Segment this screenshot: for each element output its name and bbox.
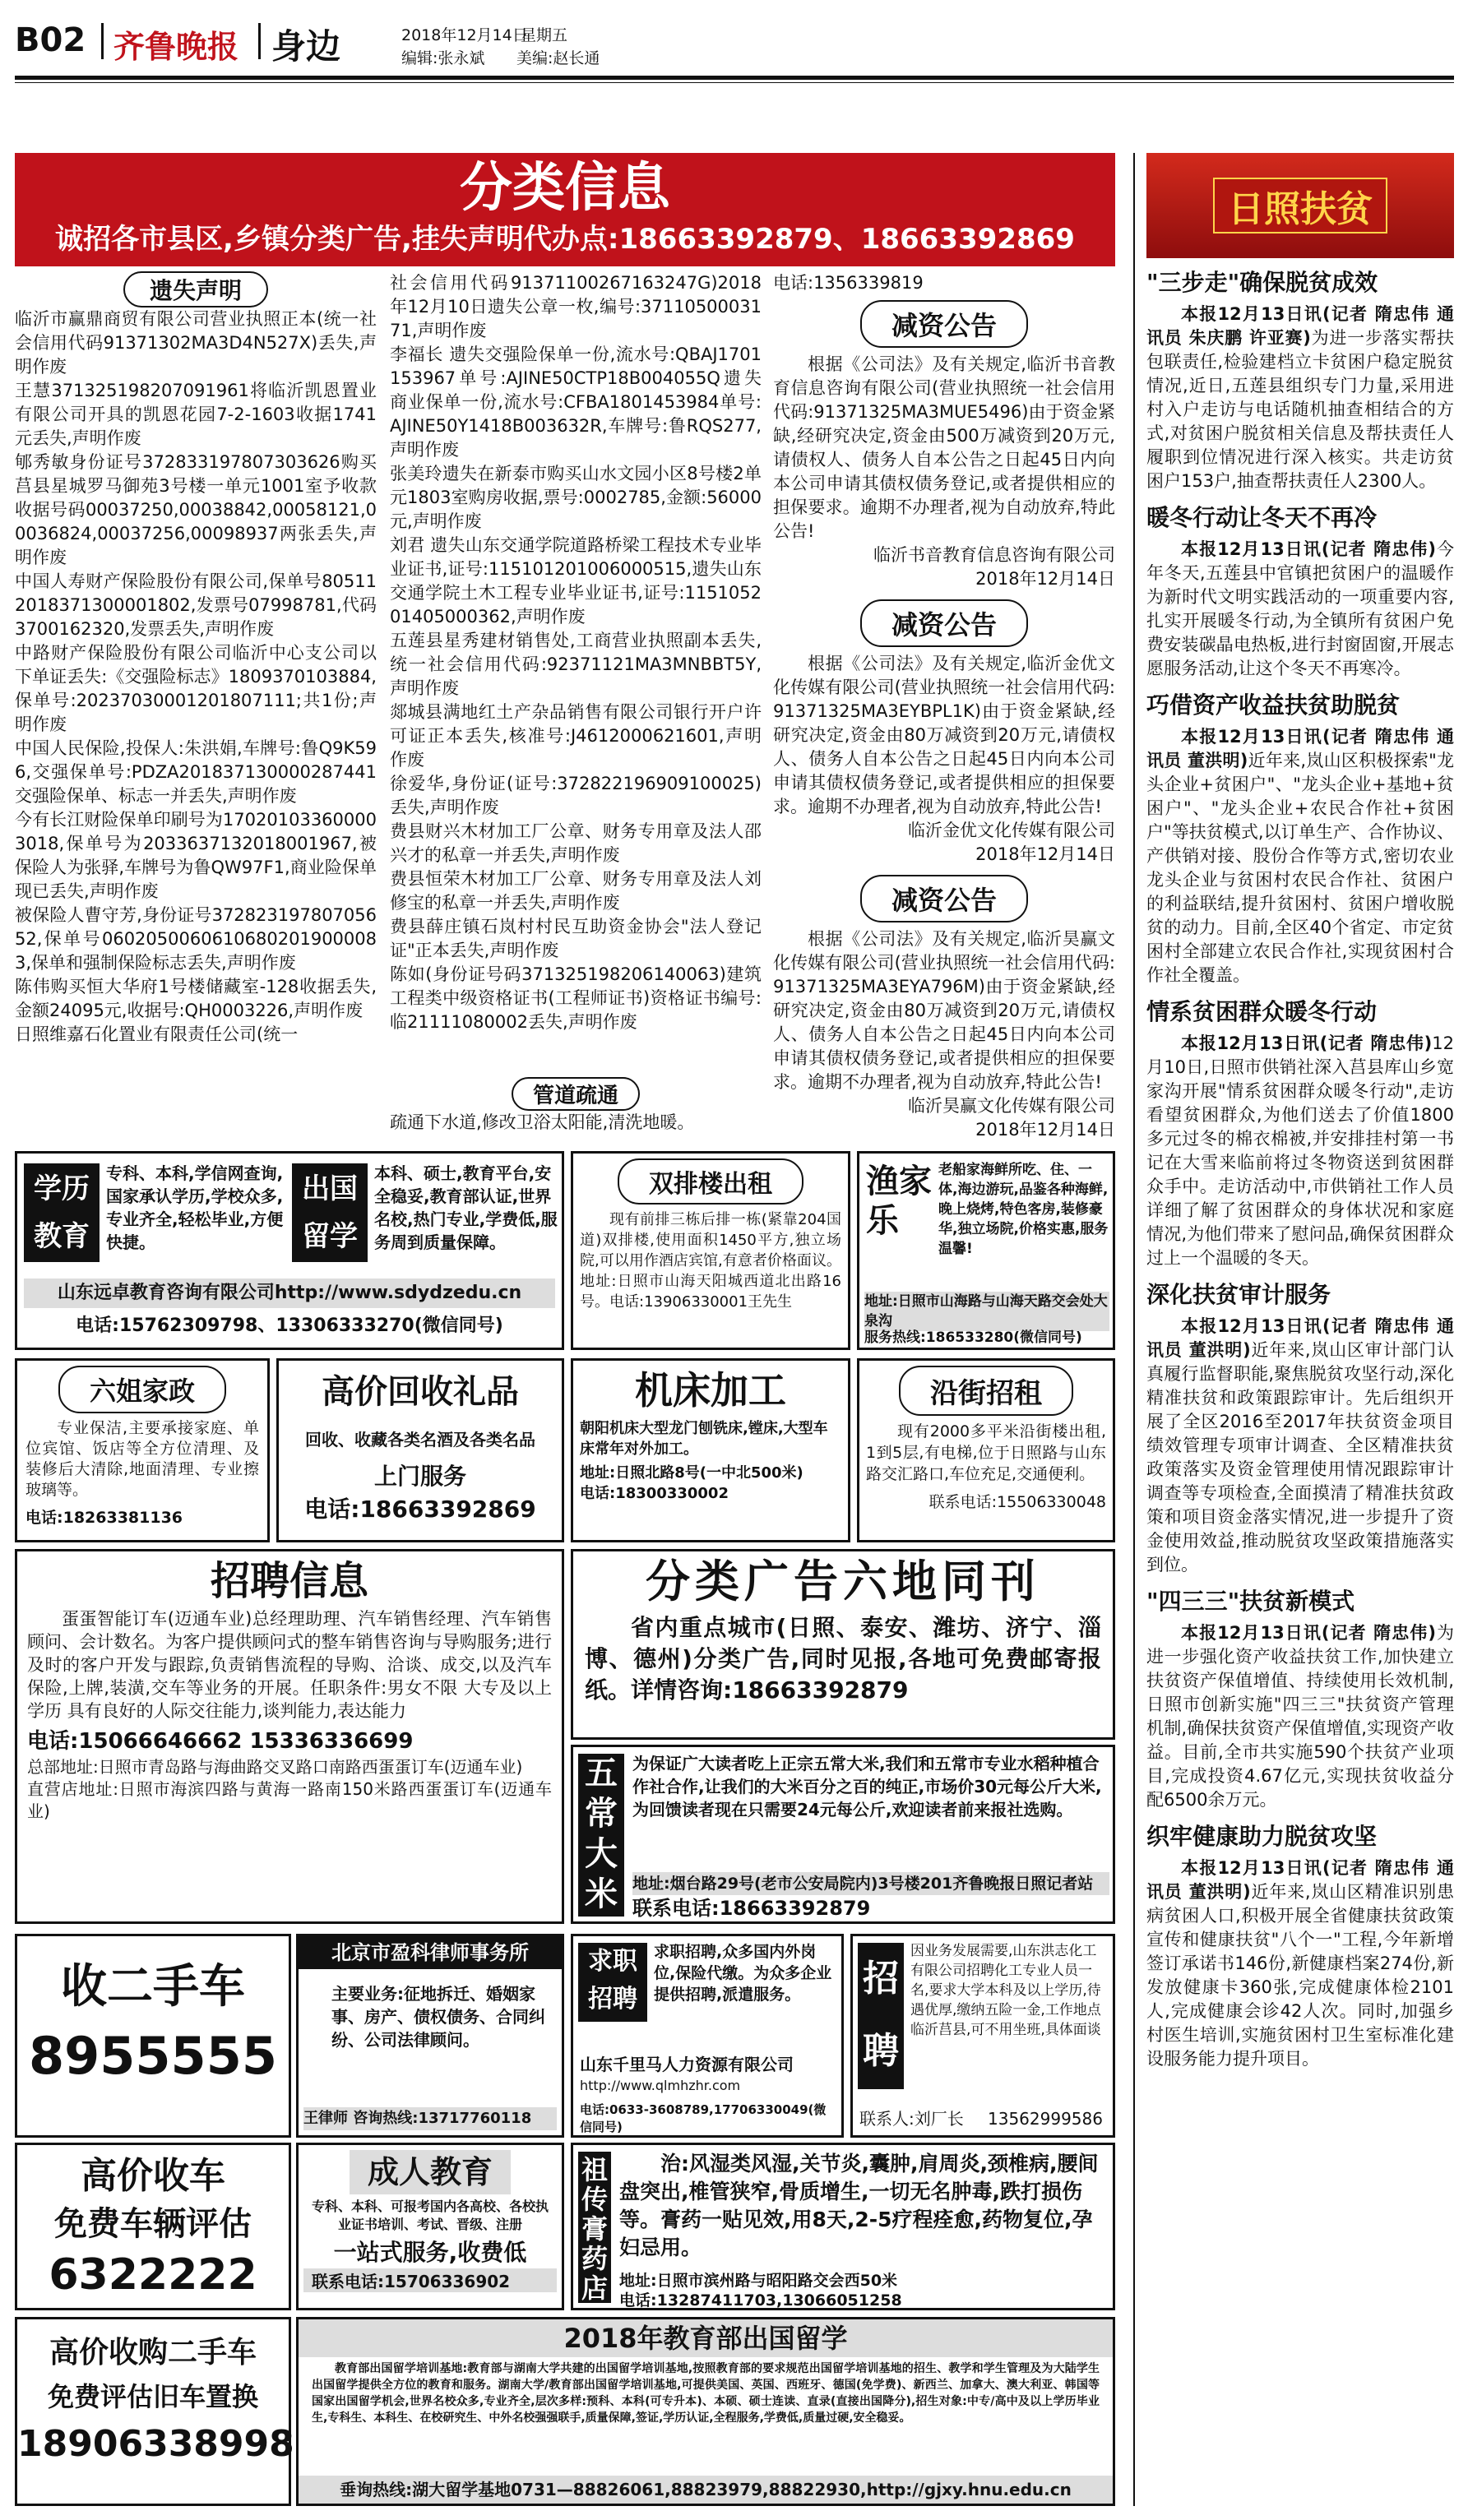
lost-item: 临沂市赢鼎商贸有限公司营业执照正本(统一社会信用代码91371302MA3D4N527X)丢失,声明作废: [15, 309, 377, 377]
reduction-title: 减资公告: [860, 300, 1028, 348]
ad-shuangpai-title: 双排楼出租: [618, 1158, 803, 1205]
ad-recruit-hq: 总部地址:日照市青岛路与海曲路交叉路口南路西蛋蛋订车(迈通车业): [27, 1757, 523, 1777]
reduction-notices: [773, 271, 1115, 1143]
ad-jobs-phone: 电话:0633-3608789,17706330049(微信同号): [580, 2102, 827, 2134]
ad-fisherman-house: [857, 1151, 1115, 1350]
ad-gift-phone: 电话:18663392869: [304, 1496, 536, 1523]
reduction-date: 2018年12月14日: [975, 569, 1115, 589]
ad-six-title: 分类广告六地同刊: [646, 1556, 1040, 1607]
ad-study-title: 2018年教育部出国留学: [299, 2319, 1113, 2357]
sidebar-article-text: [1146, 725, 1454, 987]
sidebar-article-body: 今年冬天,五莲县中官镇把贫困户的温暖作为新时代文明实践活动的一项重要内容,扎实开展暖冬行动,为全镇所有贫困户免费安装碳晶电热板,进行封窗固窗,开展志愿服务活动,让这个冬天不再寒冷。: [1146, 539, 1455, 678]
lost-item: 中路财产保险股份有限公司临沂中心支公司以下单证丢失:《交强险标志》1809370103884,保单号:2023703000120180​7111;共1份;声明作废: [15, 643, 377, 734]
editor: 编辑:张永斌: [401, 49, 485, 67]
lost-item: 费县薛庄镇石岚村村民互助资金协会"法人登记证"正本丢失,声明作废: [390, 917, 762, 960]
ad-yujia-address: 地址:日照市山海路与山海天路交会处大泉沟: [864, 1292, 1109, 1331]
sidebar-article-body: 为进一步落实帮扶包联责任,检验建档立卡贫困户稳定脱贫情况,近日,五莲县组织专门力量,采用进村入户走访与电话随机抽查相结合的方式,对贫困户脱贫相关信息及帮扶责任人履职到位情况进行深入核实。共走访贫困户153户,抽查帮扶责任人2300人。: [1146, 328, 1454, 491]
pipe-phone: 电话:13563​39819: [773, 273, 924, 293]
ad-street-body: 现有2000多平米沿街楼出租,1到5层,有电梯,位于日照路与山东路交汇路口,车位充足,交通便利。: [866, 1422, 1106, 1483]
sidebar-article-byline: 本报12月13日讯(记者 隋忠伟): [1181, 539, 1436, 559]
ad-education: [15, 1151, 564, 1350]
lost-item: 社会信用代码91371100267163247G)2018年12月10日遗失公章一枚,编号:3711050003171,声明作废: [390, 273, 762, 340]
reduction-title: 减资公告: [860, 875, 1028, 922]
ad-street-title: 沿街招租: [899, 1366, 1073, 1416]
banner-subtitle: 诚招各市县区,乡镇分类广告,挂失声明代办点:18663392879、18663392869: [55, 223, 1075, 256]
ad-carbuy-phone: 6322222: [49, 2250, 257, 2300]
lost-item: 张美玲遗失在新泰市购买山水文园小区8号楼2单元1803室购房收据,票号:0002785,金额:56000元,声明作废: [390, 464, 762, 531]
sidebar-article: [1146, 1587, 1454, 1812]
lost-notices: [15, 271, 762, 1135]
ad-pharmacy-address: 地址:日照市滨州路与昭阳路交会西50米: [619, 2272, 898, 2290]
lost-column-2: [390, 271, 762, 1034]
reduction-notice: [773, 300, 1115, 591]
page-number: B02: [15, 21, 86, 59]
sidebar-article-body: 为进一步强化资产收益扶贫工作,加快建立扶贫资产保值增值、持续使用长效机制,日照市创新实施"四三三"扶贫资产管理机制,确保扶贫资产保值增值,实现资产收益。目前,全市共实施590个扶贫产业项目,完成投资4.67亿元,实现扶贫收益分配6500余万元。: [1146, 1623, 1455, 1810]
ad-study-hotline: 垂询热线:湖大留学基地0731—88826061,88823979,88822930,http://gjxy.hnu.edu.cn: [299, 2476, 1113, 2504]
ad-rice-address: 地址:烟台路29号(老市公安局院内)3号楼201齐鲁晚报日照记者站: [632, 1872, 1109, 1895]
ad-street-rental: [857, 1358, 1115, 1542]
divider: [258, 23, 261, 59]
sidebar-banner-title: 日照扶贫: [1213, 178, 1387, 234]
reduction-notice: [773, 599, 1115, 867]
ad-usedcar-phone: 8955555: [29, 2026, 277, 2086]
sidebar-article: [1146, 503, 1454, 681]
ad-machine-address: 地址:日照北路8号(一中北500米): [580, 1464, 803, 1482]
lost-item: 被保险人曹守芳,身份证号372823197807056​52,保单号06020500606106802019000083,保单和强制保险标志丢失,声明作废: [15, 905, 377, 973]
sidebar-article-byline: 本报12月13日讯(记者 隋忠伟): [1181, 1033, 1433, 1053]
reduction-body: 根据《公司法》及有关规定,临沂金优文化传媒有限公司(营业执照统一社会信用代码:91371325MA3EYBPL1K)由于资金紧缺,经研究决定,资金由80万减资到20万元,请债权人、债务人自本公告之日起45日内向本公司申请其债权债务登记,或者提供相应的担保要求。逾期不办理者,视为自动放弃,特此公告!: [773, 654, 1115, 816]
ad-usedcar-title: 收二手车: [61, 1960, 245, 2014]
ad-yujia-label: 渔家乐: [866, 1163, 932, 1240]
lost-item: 陈如(身份证号码371325198206140063)建筑工程类中级资格证书(工程师证书)资格证书编号:临21111080002丢失,声明作废: [390, 964, 762, 1032]
lost-item: 日照维嘉石化置业有限责任公司(统一: [15, 1024, 299, 1044]
sidebar-banner: [1146, 153, 1454, 258]
ad-recruit-title: 招聘信息: [210, 1558, 368, 1604]
sidebar-article-byline: 本报12月13日讯(记者 隋忠伟): [1181, 1623, 1436, 1643]
sidebar-article-body: 12月10日,日照市供销社深入莒县库山乡宽家沟开展"情系贫困群众暖冬行动",走访看望贫困群众,为他们送去了价值1800多元过冬的棉衣棉被,并安排挂村第一书记在大雪来临前将过冬物资送到贫困群众手中。走访活动中,市供销社工作人员详细了解了贫困群众的身体状况和家庭情况,为他们带来了慰问品,确保贫困群众过上一个温暖的冬天。: [1146, 1033, 1454, 1268]
ad-lawyer-body: 主要业务:征地拆迁、婚姻家事、房产、债权债务、合同纠纷、公司法律顾问。: [331, 1984, 545, 2050]
ad-liujie-title: 六姐家政: [58, 1366, 226, 1413]
sidebar-article-text: [1146, 1621, 1454, 1812]
lost-item: 李福长 遗失交强险保单一份,流水号:QBAJ170115396​7单号:AJINE50CTP18B004055Q遗失商业保单一份,流水号:CFBA1801453984单号:AJINE50Y1418B003632R,车牌号:鲁RQS277,声明作废: [390, 344, 762, 460]
ad-study-body: 教育部出国留学培训基地:教育部与湖南大学共建的出国留学培训基地,按照教育部的要求规范出国留学培训基地的招生、教学和学生管理及为大陆学生出国留学提供全方位的教育和服务。湖南大学/教育部出国留学培训基地,可提供美国、英国、西班牙、德国(免学费)、新西兰、加拿大、澳大利亚、韩国等国家出国留学机会,世界名校众多,专业齐全,层次多样:预科、本科(可专升本)、本硕、硕士连读、直录(直接出国降分),招生对象:中专/高中及以上学历毕业生,专科生、本科生、在校研究生、中外名校强强联手,质量保障,签证,学历认证,全程服务,学费低,质量过硬,安全稳妥。: [312, 2362, 1100, 2425]
lost-item: 刘君 遗失山东交通学院道路桥梁工程技术专业毕业证书,证号:115101201006000515,遗失山东交通学院土木工程专业毕业证书,证号:115105201405000362,声明作废: [390, 535, 762, 627]
ad-machine-body: 朝阳机床大型龙门刨铣床,镗床,大型车床常年对外加工。: [580, 1420, 828, 1458]
ad-jobs-body: 求职招聘,众多国内外岗位,保险代缴。为众多企业提供招聘,派遣服务。: [654, 1943, 832, 2004]
lost-item: 郯城县满地红土产杂品销售有限公司银行开户许可证正本丢失,核准号:J4612000621601,声明作废: [390, 702, 762, 770]
ad-edu-phone: 电话:15762309798、13306333270(微信同号): [76, 1315, 503, 1336]
ad-carbuy-title-1: 高价收车: [81, 2155, 225, 2197]
ad-gift-recycling: [276, 1358, 564, 1542]
page-header: [15, 15, 1454, 72]
lost-notices-title: 遗失声明: [123, 271, 268, 307]
weekday: 星期五: [521, 26, 568, 44]
ad-carbuy-title-2: 免费车辆评估: [54, 2205, 252, 2243]
lost-item: 徐爱华,身份证(证号:372822196909100025)丢失,声明作废: [390, 774, 762, 817]
sidebar-article-text: [1146, 303, 1454, 493]
reduction-date: 2018年12月14日: [975, 844, 1115, 864]
sidebar-article-title: 深化扶贫审计服务: [1146, 1281, 1331, 1308]
ad-gift-title: 高价回收礼品: [322, 1373, 519, 1411]
sidebar: [1133, 153, 1454, 2506]
classified-banner: [15, 153, 1115, 266]
sidebar-article-title: 巧借资产收益扶贫助脱贫: [1146, 691, 1401, 719]
ad-adult-phone: 联系电话:15706336902: [303, 2268, 557, 2292]
ad-machining: [571, 1358, 850, 1542]
sidebar-article-body: 近年来,岚山区审计部门认真履行监督职能,聚焦脱贫攻坚行动,深化精准扶贫和政策跟踪审计。先后组织开展了全区2016至2017年扶贫资金项目绩效管理专项审计调查、全区精准扶贫政策落实及资金管理使用情况跟踪审计调查等专项检查,全面摸清了精准扶贫政策和项目资金落实情况,进一步提升了资金使用效益,推动脱贫攻坚政策措施落实到位。: [1146, 1340, 1454, 1574]
sidebar-article-title: 织牢健康助力脱贫攻坚: [1146, 1823, 1378, 1850]
ad-jobs-site: http://www.qlmhzhr.com: [580, 2078, 741, 2093]
header-rule-thin: [15, 82, 1454, 83]
ad-edu-label-2: 出国留学: [292, 1163, 368, 1262]
divider: [101, 23, 104, 59]
lost-item: 五莲县星秀建材销售处,工商营业执照副本丢失,统一社会信用代码:92371121MA3MNBB​T5Y,声明作废: [390, 631, 762, 698]
sidebar-article-title: 情系贫困群众暖冬行动: [1146, 998, 1378, 1025]
ad-law-firm: [296, 1934, 564, 2138]
lost-item: 中国人民保险,投保人:朱洪娟,车牌号:鲁Q9K596,交强保单号:PDZA201837130000287441交强险保单、标志一并丢失,声明作废: [15, 738, 377, 806]
ad-plaster-pharmacy: [571, 2143, 1115, 2310]
pipe-body: 疏通下水道,修改卫浴太阳能,清洗地暖。: [390, 1112, 695, 1132]
section-name: 身边: [271, 26, 341, 67]
ad-rice-phone: 联系电话:18663392879: [632, 1897, 871, 1920]
sidebar-article: [1146, 691, 1454, 987]
ad-job-agency: [571, 1934, 844, 2138]
ad-gift-service: 上门服务: [373, 1463, 466, 1490]
ad-housekeeping: [15, 1358, 270, 1542]
lost-item: 中国人寿财产保险股份有限公司,保单号80511201837130000180​2,发票号07998781,代码3700162320,发票丢失,声明作废: [15, 571, 377, 639]
reduction-signer: 临沂金优文化传媒有限公司: [908, 821, 1115, 840]
ad-adult-title: 成人教育: [350, 2150, 511, 2194]
sidebar-article-body: 近年来,岚山区积极探索"龙头企业+贫困户"、"龙头企业+基地+贫困户"、"龙头企业+农民合作社+贫困户"等扶贫模式,以订单生产、合作协议、产供销对接、股份合作等方式,密切农业龙头企业与贫困村农民合作社、贫困户的利益联结,提升贫困村、贫困户增收脱贫的动力。目前,全区40个省定、市定贫困村全部建立农民合作社,实现贫困村合作社全覆盖。: [1146, 751, 1454, 985]
ad-hire-contact: 联系人:刘厂长: [859, 2109, 964, 2129]
newspaper-logo: 齐鲁晚报: [113, 28, 239, 65]
lost-item: 郇秀敏身份证号372833197807303626购买莒县星城罗马御苑3号楼一单元1001室予收款收据号码00037250,00038842,00058121,00036824,00037256,00098937两张丢失,声明作废: [15, 452, 377, 567]
header-rule: [15, 76, 1454, 80]
reduction-notice: [773, 875, 1115, 1142]
ad-jobs-company: 山东千里马人力资源有限公司: [580, 2055, 794, 2074]
pipe-title: 管道疏通: [512, 1077, 640, 1111]
sidebar-article: [1146, 997, 1454, 1270]
ad-study-abroad: [296, 2317, 1115, 2506]
ad-recruitment: [15, 1549, 564, 1924]
reduction-title: 减资公告: [860, 599, 1028, 647]
lost-item: 费县财兴木材加工厂公章、财务专用章及法人邵兴才的私章一并丢失,声明作废: [390, 821, 762, 865]
sidebar-article-title: "四三三"扶贫新模式: [1146, 1588, 1355, 1615]
ad-edu-label-1: 学历教育: [24, 1163, 100, 1262]
ad-edu-text-1: 专科、本科,学信网查询,国家承认学历,学校众多,专业齐全,轻松毕业,方便快捷。: [106, 1163, 284, 1252]
sidebar-article-byline: 本报12月13日讯(记者 隋忠伟 通讯员 董洪明): [1146, 1316, 1454, 1360]
ad-rice: [571, 1745, 1115, 1924]
ad-street-phone: 联系电话:15506330048: [928, 1493, 1106, 1511]
lost-column-1: [15, 307, 377, 1047]
sidebar-article-byline: 本报12月13日讯(记者 隋忠伟 通讯员 董洪明): [1146, 727, 1454, 770]
ad-used-car: [15, 1934, 291, 2138]
ad-double-row-building: [571, 1151, 850, 1350]
ad-recruit-store: 直营店地址:日照市海滨四路与黄海一路南150米路西蛋蛋订车(迈通车业): [27, 1779, 552, 1821]
ad-gift-body: 回收、收藏各类名酒及各类名品: [305, 1430, 535, 1450]
ad-usedcar2-title-2: 免费评估旧车置换: [47, 2381, 258, 2412]
ad-six-body: 省内重点城市(日照、泰安、潍坊、济宁、淄博、德州)分类广告,同时见报,各地可免费邮寄报纸。详情咨询:18663392879: [585, 1614, 1101, 1704]
ad-adult-body: 专科、本科、可报考国内各高校、各校执业证书培训、考试、晋级、注册: [311, 2199, 549, 2232]
lost-item: 今有长江财险保单印刷号为170201033600003018,保单号为203363713201800196​7,被保险人为张驿,车牌号为鲁QW97F1,商业险保单现已丢失,声明作废: [15, 810, 377, 901]
reduction-signer: 临沂昊赢文化传媒有限公司: [908, 1096, 1115, 1116]
lost-item: 费县恒荣木材加工厂公章、财务专用章及法人刘修宝的私章一并丢失,声明作废: [390, 869, 762, 913]
banner-title: 分类信息: [460, 158, 670, 219]
ad-liujie-body: 专业保洁,主要承接家庭、单位宾馆、饭店等全方位清理、及装修后大清除,地面清理、专业擦玻璃等。: [25, 1419, 259, 1499]
ad-car-purchase: [15, 2143, 291, 2310]
ad-rice-label: 五常大米: [578, 1754, 624, 1917]
ad-recruit-phone: 电话:15066646662 15336336699: [27, 1729, 414, 1754]
ad-hire-label: 招聘: [858, 1943, 904, 2089]
sidebar-article-byline: 本报12月13日讯(记者 隋忠伟 通讯员 朱庆鹏 许亚赛): [1146, 304, 1454, 348]
ad-machine-phone: 电话:18300330002: [580, 1485, 729, 1502]
ad-liujie-phone: 电话:18263381136: [25, 1509, 183, 1527]
ad-lawyer-title: 北京市盈科律师事务所: [299, 1936, 562, 1969]
ad-shuangpai-body: 现有前排三栋后排一栋(紧靠204国道)双排楼,使用面积1450平方,独立场院,可以用作酒店宾馆,有意者价格面议。地址:日照市山海天阳城西道北出路16号。电话:13906330001王先生: [580, 1211, 841, 1311]
ad-six-cities: [571, 1549, 1115, 1740]
ad-pharmacy-label: 祖传膏药店: [578, 2152, 611, 2303]
sidebar-article-title: "三步走"确保脱贫成效: [1146, 269, 1378, 296]
sidebar-article: [1146, 1280, 1454, 1577]
ad-jobs-label: 求职招聘: [578, 1943, 647, 2022]
ad-lawyer-contact: 王律师 咨询热线:13717760118: [303, 2107, 557, 2130]
sidebar-article-text: [1146, 538, 1454, 681]
issue-date: 2018年12月14日: [401, 26, 528, 44]
sidebar-article-text: [1146, 1315, 1454, 1577]
ad-recruit-body: 蛋蛋智能订车(迈通车业)总经理助理、汽车销售经理、汽车销售顾问、会计数名。为客户提供顾问式的整车销售咨询与导购服务;进行及时的客户开发与跟踪,负责销售流程的导购、洽谈、成交,以及汽车保险,上牌,装潢,交车等业务的开展。任职条件:男女不限 大专及以上学历 具有良好的人际交往能力,谈判能力,表达能力: [27, 1609, 552, 1721]
reduction-body: 根据《公司法》及有关规定,临沂书音教育信息咨询有限公司(营业执照统一社会信用代码:91371325MA3MUE5496)由于资金紧缺,经研究决定,资金由500万减资到20万元,请债权人、债务人自本公告之日起45日内向本公司申请其债权债务登记,或者提供相应的担保要求。逾期不办理者,视为自动放弃,特此公告!: [773, 354, 1115, 541]
designer: 美编:赵长通: [516, 49, 600, 67]
sidebar-article-text: [1146, 1032, 1454, 1270]
ad-hire-body: 因业务发展需要,山东洪志化工有限公司招聘化工专业人员一名,要求大学本科及以上学历,待遇优厚,缴纳五险一金,工作地点临沂莒县,可不用坐班,具体面谈: [910, 1943, 1101, 2038]
reduction-signer: 临沂书音教育信息咨询有限公司: [873, 545, 1115, 565]
sidebar-article-text: [1146, 1856, 1454, 2071]
lost-item: 王慧371325198207091961将临沂凯恩置业有限公司开具的凯恩花园7-2-1603收据1741元丢失,声明作废: [15, 381, 377, 448]
ad-usedcar2-phone: 18906338998: [17, 2423, 294, 2465]
reduction-date: 2018年12月14日: [975, 1120, 1115, 1140]
ad-used-car-buying: [15, 2317, 294, 2506]
sidebar-article: [1146, 268, 1454, 493]
ad-yujia-text: 老船家海鲜所吃、住、一体,海边游玩,品鉴各种海鲜,晚上烧烤,特色客房,装修豪华,独立场院,价格实惠,服务温馨!: [938, 1162, 1109, 1257]
sidebar-article-body: 近年来,岚山区精准识别患病贫困人口,积极开展全省健康扶贫政策宣传和健康扶贫"八个一"工程,今年新增签订承诺书146份,新健康档案274份,新发放健康卡360张,完成健康体检2101人,完成健康会诊42人次。同时,加强乡村医生培训,实施贫困村卫生室标准化建设服务能力提升项目。: [1146, 1882, 1454, 2069]
sidebar-article: [1146, 1822, 1454, 2071]
ad-chemical-hiring: [850, 1934, 1115, 2138]
sidebar-article-byline: 本报12月13日讯(记者 隋忠伟 通讯员 董洪明): [1146, 1858, 1454, 1902]
ad-edu-text-2: 本科、硕士,教育平台,安全稳妥,教育部认证,世界名校,热门专业,学费低,服务周到质量保障。: [374, 1163, 558, 1252]
ad-usedcar2-title-1: 高价收购二手车: [49, 2336, 257, 2370]
ad-machine-title: 机床加工: [635, 1368, 786, 1413]
ad-yujia-phone: 服务热线:18653328​0(微信同号): [864, 1329, 1082, 1346]
ad-pharmacy-phone: 电话:13287411703,13066051258: [619, 2291, 902, 2310]
ad-hire-phone: 13562999586: [988, 2109, 1103, 2129]
ad-adult-education: [296, 2143, 564, 2310]
ad-rice-body: 为保证广大读者吃上正宗五常大米,我们和五常市专业水稻种植合作社合作,让我们的大米百分之百的纯正,市场价30元每公斤大米,为回馈读者现在只需要24元每公斤,欢迎读者前来报社选购。: [632, 1754, 1102, 1819]
ad-adult-service: 一站式服务,收费低: [333, 2239, 527, 2266]
ad-pharmacy-body: 治:风湿类风湿,关节炎,囊肿,肩周炎,颈椎病,腰间盘突出,椎管狭窄,骨质增生,一切无名肿毒,跌打损伤等。膏药一贴见效,用8天,2-5疗程痊愈,药物复位,孕妇忌用。: [619, 2152, 1099, 2259]
reduction-body: 根据《公司法》及有关规定,临沂昊赢文化传媒有限公司(营业执照统一社会信用代码:91371325MA3EYA796M)由于资金紧缺,经研究决定,资金由80万减资到20万元,请债权人、债务人自本公告之日起45日内向本公司申请其债权债务登记,或者提供相应的担保要求。逾期不办理者,视为自动放弃,特此公告!: [773, 929, 1115, 1092]
pipe-notice: [390, 1077, 762, 1143]
sidebar-article-title: 暖冬行动让冬天不再冷: [1146, 504, 1378, 531]
lost-item: 陈伟购买恒大华府1号楼储藏室-128收据丢失,金额24095元,收据号:QH0003226,声明作废: [15, 977, 377, 1020]
ad-edu-company: 山东远卓教育咨询有限公司http://www.sdydzedu.cn: [24, 1278, 555, 1308]
